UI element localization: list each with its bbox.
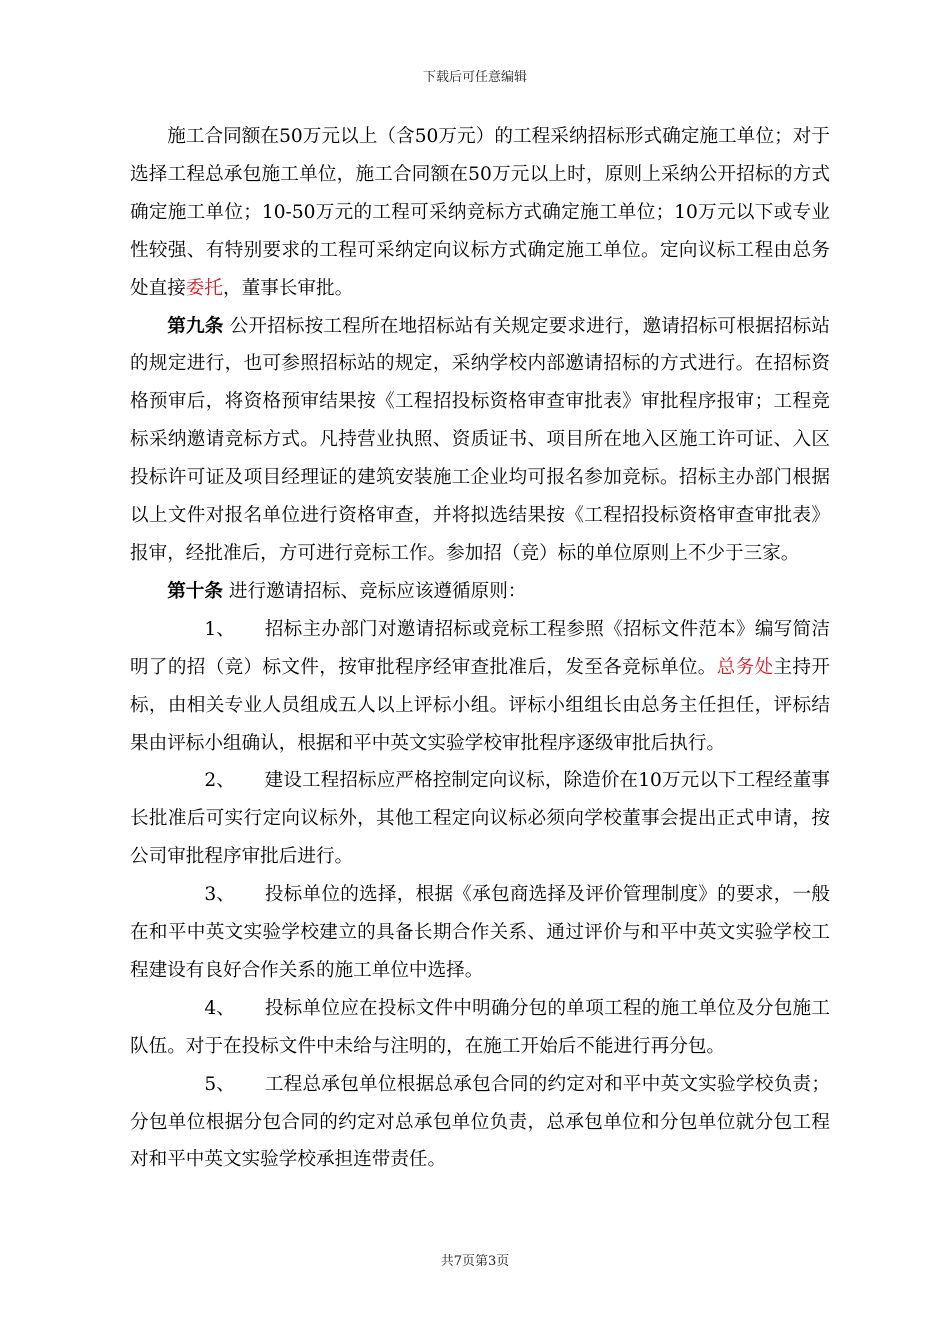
list-item-number: 5、 [204, 1073, 235, 1095]
list-item-text: 投标单位的选择，根据《承包商选择及评价管理制度》的要求，一般在和平中英文实验学校建立的具备长期合作关系、通过评价与和平中英文实验学校工程建设有良好合作关系的施工单位中选择。 [130, 884, 830, 981]
list-item-number: 3、 [204, 884, 235, 906]
list-item-text: 工程总承包单位根据总承包合同的约定对和平中英文实验学校负责；分包单位根据分包合同的约定对总承包单位负责，总承包单位和分包单位就分包工程对和平中英文实验学校承担连带责任。 [130, 1073, 830, 1171]
list-item-4 [130, 990, 830, 1066]
list-item-number: 2、 [204, 770, 235, 792]
list-item-2 [130, 762, 830, 876]
list-item-5 [130, 1066, 830, 1180]
list-item-3 [130, 876, 830, 990]
highlight-text: 总务处 [716, 656, 774, 678]
article-heading: 第十条 [167, 580, 223, 602]
list-item-text: 招标主办部门对邀请招标或竞标工程参照《招标文件范本》编写简洁明了的招（竞）标文件，按审批程序经审查批准后，发至各竞标单位。 [130, 618, 830, 678]
article-text: 公开招标按工程所在地招标站有关规定要求进行，邀请招标可根据招标站的规定进行，也可参照招标站的规定，采纳学校内部邀请招标的方式进行。在招标资格预审后，将资格预审结果按《工程招投标资格审查审批表》审批程序报审；工程竞标采纳邀请竞标方式。凡持营业执照、资质证书、项目所在地入区施工许可证、入区投标许可证及项目经理证的建筑安装施工企业均可报名参加竞标。招标主办部门根据以上文件对报名单位进行资格审查，并将拟选结果按《工程招投标资格审查审批表》报审，经批准后，方可进行竞标工作。参加招（竞）标的单位原则上不少于三家。 [130, 315, 830, 564]
list-item-text: 建设工程招标应严格控制定向议标，除造价在10万元以下工程经董事长批准后可实行定向议标外，其他工程定向议标必须向学校董事会提出正式申请，按公司审批程序审批后进行。 [130, 770, 830, 868]
article-10 [130, 573, 830, 611]
article-text: 进行邀请招标、竞标应该遵循原则： [222, 580, 527, 602]
list-item-number: 4、 [204, 997, 235, 1019]
page-footer: 共7页第3页 [440, 1254, 510, 1269]
article-heading: 第九条 [167, 315, 224, 337]
article-9 [130, 308, 830, 573]
list-item-1 [130, 611, 830, 763]
highlight-text: 委托 [185, 277, 223, 299]
list-item-text: 投标单位应在投标文件中明确分包的单项工程的施工单位及分包施工队伍。对于在投标文件中未给与注明的，在施工开始后不能进行再分包。 [130, 997, 830, 1057]
paragraph-text: 施工合同额在50万元以上（含50万元）的工程采纳招标形式确定施工单位；对于选择工程总承包施工单位，施工合同额在50万元以上时，原则上采纳公开招标的方式确定施工单位；10-50万元的工程可采纳竞标方式确定施工单位；10万元以下或专业性较强、有特别要求的工程可采纳定向议标方式确定施工单位。定向议标工程由总务处直接 [130, 126, 830, 299]
document-body [130, 118, 830, 1179]
list-item-text: 主持开标，由相关专业人员组成五人以上评标小组。评标小组组长由总务主任担任，评标结果由评标小组确认，根据和平中英文实验学校审批程序逐级审批后执行。 [130, 656, 830, 754]
list-item-number: 1、 [204, 618, 235, 640]
paragraph-text: ，董事长审批。 [223, 277, 354, 299]
paragraph-contract-amount [130, 118, 830, 308]
page-header: 下载后可任意编辑 [422, 70, 527, 85]
